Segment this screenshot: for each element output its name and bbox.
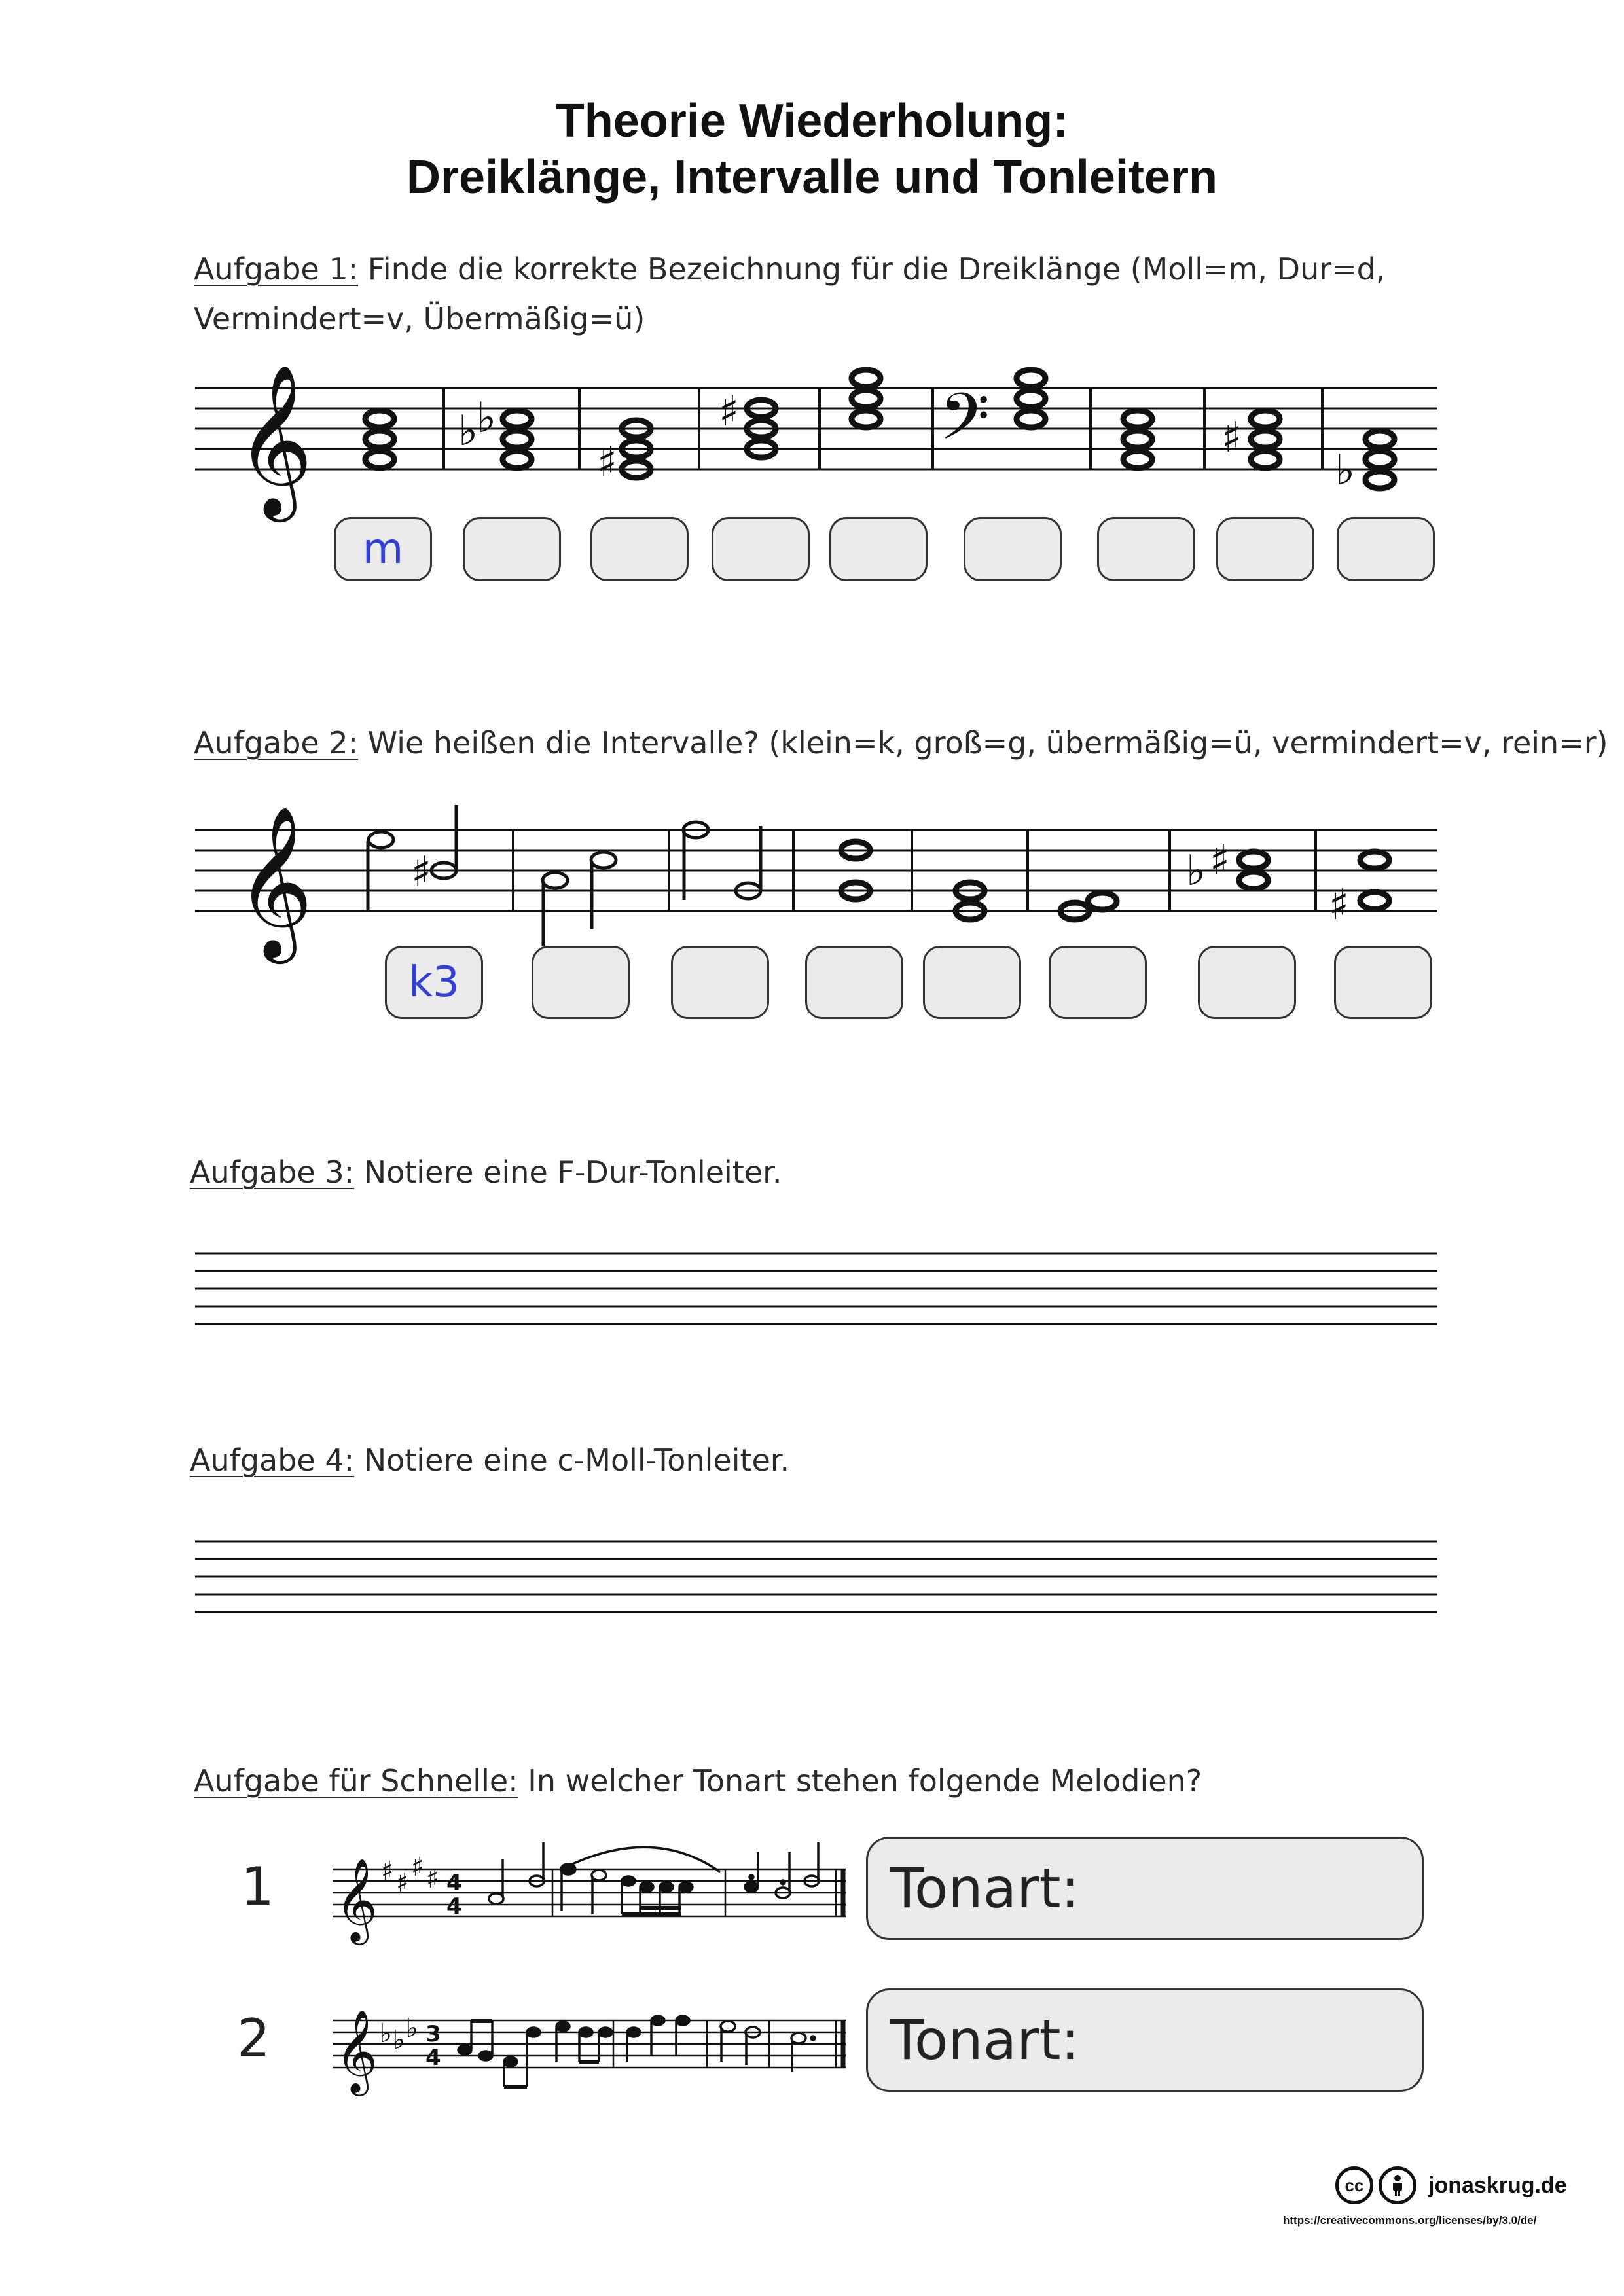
- answer-box-chord-7[interactable]: [1097, 517, 1195, 581]
- chord-1: [365, 410, 394, 468]
- task-2-intervals: [368, 805, 1389, 946]
- answer-text: m: [362, 525, 404, 573]
- sharp-icon: ♯: [411, 848, 431, 897]
- answer-box-chord-5[interactable]: [829, 517, 928, 581]
- chord-5: [852, 370, 880, 427]
- answer-box-chord-3[interactable]: [590, 517, 689, 581]
- sharp-icon: ♯: [1221, 414, 1242, 462]
- staff-task-3: [195, 1253, 1437, 1324]
- staff-task-4: [195, 1541, 1437, 1612]
- answer-box-chord-2[interactable]: [463, 517, 561, 581]
- task-4-label: Aufgabe 4:: [190, 1443, 355, 1478]
- bass-clef-icon: 𝄢: [939, 380, 990, 471]
- answer-box-chord-6[interactable]: [964, 517, 1062, 581]
- flat-icon: ♭: [406, 2013, 418, 2043]
- time-signature-top: 3: [425, 2021, 441, 2047]
- answer-box-interval-4[interactable]: [805, 946, 903, 1019]
- chord-9: [1365, 431, 1394, 488]
- sharp-icon: ♯: [1329, 881, 1349, 929]
- tonart-box-1[interactable]: [866, 1837, 1424, 1940]
- flat-icon: ♭: [458, 407, 478, 456]
- sharp-icon: ♯: [396, 1868, 409, 1898]
- answer-box-interval-5[interactable]: [923, 946, 1021, 1019]
- time-signature-top: 4: [446, 1870, 462, 1896]
- treble-clef-icon: 𝄞: [236, 363, 314, 516]
- time-signature-bottom: 4: [446, 1893, 462, 1920]
- answer-box-chord-1[interactable]: [334, 517, 432, 581]
- task-2-text: Wie heißen die Intervalle? (klein=k, groß=g, übermäßig=ü, vermindert=v, rein=r): [358, 725, 1608, 761]
- answer-box-chord-9[interactable]: [1337, 517, 1435, 581]
- treble-clef-icon: 𝄞: [335, 1857, 378, 1941]
- license-url[interactable]: https://creativecommons.org/licenses/by/3.0/de/: [1283, 2214, 1537, 2227]
- melody-1-notes: [489, 1842, 819, 1914]
- staff-melody-1: [333, 1869, 846, 1916]
- treble-clef-icon: 𝄞: [236, 805, 314, 958]
- sharp-icon: ♯: [719, 387, 739, 436]
- answer-box-chord-8[interactable]: [1216, 517, 1314, 581]
- tonart-label: Tonart:: [890, 1856, 1079, 1920]
- chord-8: [1251, 410, 1280, 468]
- answer-box-interval-6[interactable]: [1049, 946, 1147, 1019]
- answer-box-interval-3[interactable]: [671, 946, 769, 1019]
- flat-icon: ♭: [380, 2018, 392, 2049]
- answer-text: k3: [408, 958, 460, 1007]
- site-name: jonaskrug.de: [1428, 2172, 1567, 2198]
- answer-box-interval-2[interactable]: [532, 946, 630, 1019]
- sharp-icon: ♯: [1210, 836, 1230, 885]
- cc-icon: cc: [1335, 2166, 1373, 2204]
- flat-icon: ♭: [1186, 847, 1206, 895]
- task-3-text: Notiere eine F-Dur-Tonleiter.: [354, 1155, 782, 1190]
- task-5-label: Aufgabe für Schnelle:: [194, 1763, 518, 1799]
- sharp-icon: ♯: [426, 1864, 439, 1894]
- flat-icon: ♭: [477, 394, 497, 442]
- treble-clef-icon: 𝄞: [335, 2009, 378, 2092]
- task-4-text: Notiere eine c-Moll-Tonleiter.: [354, 1443, 790, 1478]
- task-3-label: Aufgabe 3:: [190, 1155, 355, 1190]
- attribution-person-icon: [1379, 2166, 1416, 2204]
- task-1-text: Finde die korrekte Bezeichnung für die Dreiklänge (Moll=m, Dur=d,: [358, 251, 1386, 287]
- tonart-label: Tonart:: [890, 2008, 1079, 2072]
- melody-number-1: 1: [241, 1856, 274, 1917]
- sharp-icon: ♯: [381, 1856, 394, 1886]
- task-5-text: In welcher Tonart stehen folgende Melodien?: [518, 1763, 1202, 1799]
- answer-box-interval-8[interactable]: [1334, 946, 1432, 1019]
- task-1-label: Aufgabe 1:: [194, 251, 359, 287]
- task-1-heading-cont: Vermindert=v, Übermäßig=ü): [194, 301, 645, 336]
- answer-box-interval-1[interactable]: [385, 946, 483, 1019]
- chord-7: [1123, 410, 1152, 468]
- answer-box-interval-7[interactable]: [1198, 946, 1296, 1019]
- tonart-box-2[interactable]: [866, 1988, 1424, 2092]
- page-title-line-2: Dreiklänge, Intervalle und Tonleitern: [406, 151, 1218, 204]
- chord-6: [1017, 370, 1045, 427]
- time-signature-bottom: 4: [425, 2045, 441, 2071]
- flat-icon: ♭: [1335, 446, 1356, 495]
- flat-icon: ♭: [393, 2025, 405, 2055]
- task-2-label: Aufgabe 2:: [194, 725, 359, 761]
- chord-2: [503, 410, 532, 468]
- cc-logo: [1335, 2166, 1567, 2204]
- sharp-icon: ♯: [597, 439, 617, 487]
- melody-2-notes: [458, 2016, 815, 2087]
- page-title-line-1: Theorie Wiederholung:: [555, 95, 1069, 147]
- sharp-icon: ♯: [411, 1852, 424, 1882]
- melody-number-2: 2: [237, 2008, 270, 2069]
- answer-box-chord-4[interactable]: [712, 517, 810, 581]
